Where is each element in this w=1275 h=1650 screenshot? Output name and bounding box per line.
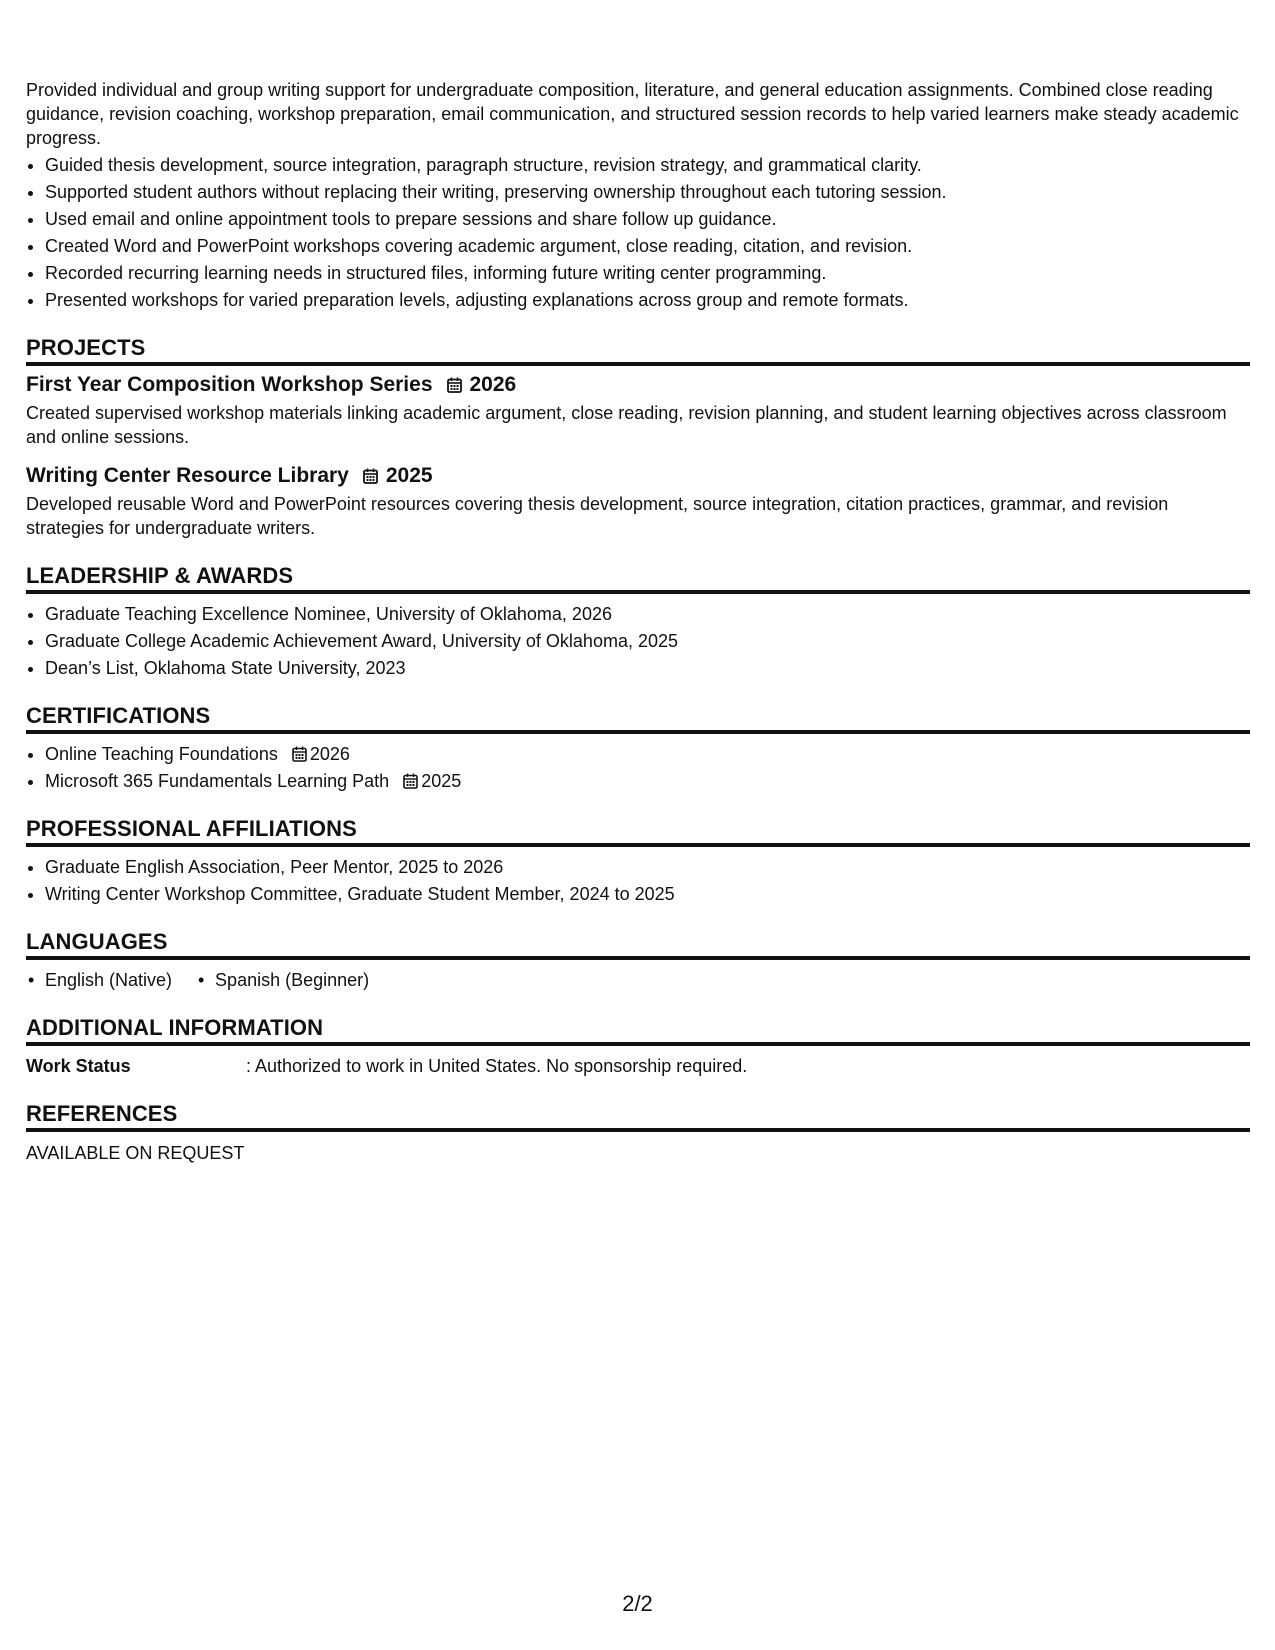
project-entry [26, 371, 1250, 449]
list-item: • Recorded recurring learning needs in structured files, informing future writing center programming. [45, 261, 1250, 285]
list-item: • Graduate Teaching Excellence Nominee, University of Oklahoma, 2026 [45, 602, 1250, 626]
certification-year: 2026 [309, 744, 350, 764]
project-title-row [26, 462, 1250, 490]
list-item: • Supported student authors without replacing their writing, preserving ownership throughout each tutoring session. [45, 180, 1250, 204]
experience-summary: Provided individual and group writing support for undergraduate composition, literature, and general education assignments. Combined close reading guidance, revision coaching, workshop preparation, email communication, and structured session records to help varied learners make steady academic progress. [26, 80, 1239, 148]
project-year: 2025 [385, 464, 433, 487]
project-entry [26, 462, 1250, 540]
references-section [26, 1100, 1250, 1165]
awards-list [26, 602, 1250, 680]
project-title-row [26, 371, 1250, 399]
calendar-icon [447, 377, 462, 393]
list-item: • Spanish (Beginner) [196, 968, 369, 992]
resume-page [26, 78, 1250, 1165]
languages-list [26, 968, 1250, 992]
list-item: • Presented workshops for varied preparation levels, adjusting explanations across group and remote formats. [45, 288, 1250, 312]
calendar-icon [292, 746, 307, 762]
work-status-label: Work Status [26, 1056, 131, 1076]
list-item [45, 769, 1250, 793]
list-item: • Dean’s List, Oklahoma State University, 2023 [45, 656, 1250, 680]
certifications-section [26, 702, 1250, 793]
project-description: Developed reusable Word and PowerPoint resources covering thesis development, source integration, citation practices, grammar, and revision strategies for undergraduate writers. [26, 494, 1169, 538]
references-text: AVAILABLE ON REQUEST [26, 1143, 245, 1163]
section-heading: PROFESSIONAL AFFILIATIONS [26, 815, 1250, 847]
section-heading: REFERENCES [26, 1100, 1250, 1132]
projects-section [26, 334, 1250, 540]
section-heading: CERTIFICATIONS [26, 702, 1250, 734]
list-item: • Used email and online appointment tools to prepare sessions and share follow up guidance. [45, 207, 1250, 231]
additional-section [26, 1014, 1250, 1078]
certification-year: 2025 [421, 771, 462, 791]
affiliations-section [26, 815, 1250, 906]
work-status-value: : Authorized to work in United States. No sponsorship required. [246, 1056, 748, 1076]
section-heading: ADDITIONAL INFORMATION [26, 1014, 1250, 1046]
calendar-icon [363, 468, 378, 484]
project-description: Created supervised workshop materials linking academic argument, close reading, revision planning, and student learning objectives across classroom and online sessions. [26, 403, 1227, 447]
languages-section [26, 928, 1250, 992]
project-title: Writing Center Resource Library [26, 464, 349, 487]
list-item: • Guided thesis development, source integration, paragraph structure, revision strategy, and grammatical clarity. [45, 153, 1250, 177]
list-item: • Created Word and PowerPoint workshops covering academic argument, close reading, citation, and revision. [45, 234, 1250, 258]
project-year: 2026 [469, 373, 517, 396]
awards-section [26, 562, 1250, 680]
certification-name: • Online Teaching Foundations [45, 744, 278, 764]
list-item [45, 742, 1250, 766]
project-title: First Year Composition Workshop Series [26, 373, 433, 396]
list-item: • English (Native) [26, 968, 172, 992]
page-number: 2/2 [622, 1591, 653, 1616]
certification-name: • Microsoft 365 Fundamentals Learning Path [45, 771, 390, 791]
affiliations-list [26, 855, 1250, 906]
list-item: • Writing Center Workshop Committee, Graduate Student Member, 2024 to 2025 [45, 882, 1250, 906]
list-item: • Graduate English Association, Peer Mentor, 2025 to 2026 [45, 855, 1250, 879]
section-heading: PROJECTS [26, 334, 1250, 366]
section-heading: LANGUAGES [26, 928, 1250, 960]
experience-bullets [26, 153, 1250, 312]
calendar-icon [403, 773, 418, 789]
list-item: • Graduate College Academic Achievement Award, University of Oklahoma, 2025 [45, 629, 1250, 653]
work-status-row [26, 1054, 1250, 1078]
section-heading: LEADERSHIP & AWARDS [26, 562, 1250, 594]
certifications-list [26, 742, 1250, 793]
